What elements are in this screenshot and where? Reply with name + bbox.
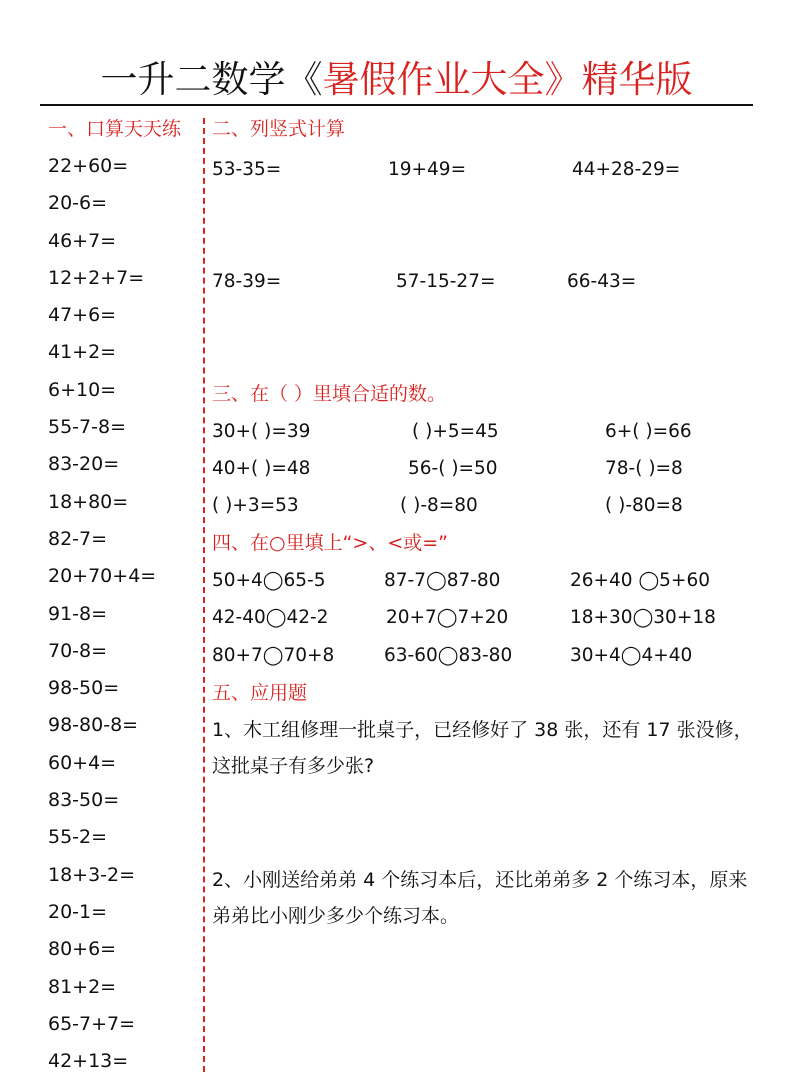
compare-item: 18+30◯30+18 — [570, 607, 716, 628]
fill-blank-item: 30+( )=39 — [212, 421, 311, 442]
vertical-calc-item: 53-35= — [212, 159, 282, 180]
vertical-calc-item: 78-39= — [212, 271, 282, 292]
oral-item: 18+80= — [48, 490, 129, 513]
oral-item: 47+6= — [48, 304, 117, 327]
vertical-calc-item: 66-43= — [567, 271, 637, 292]
title-suffix: 》精华版 — [544, 58, 693, 101]
worksheet-title — [0, 52, 793, 108]
fill-blank-item: 78-( )=8 — [605, 458, 683, 479]
oral-item: 80+6= — [48, 938, 117, 961]
oral-item: 55-2= — [48, 826, 108, 849]
section5-heading: 五、应用题 — [212, 682, 308, 704]
fill-blank-item: 40+( )=48 — [212, 458, 311, 479]
title-prefix: 一升二数学《 — [100, 58, 323, 101]
oral-item: 20-6= — [48, 192, 108, 215]
word-problem-2: 2、小刚送给弟弟 4 个练习本后，还比弟弟多 2 个练习本，原来弟弟比小刚少多少个练习本。 — [212, 869, 748, 927]
oral-item: 91-8= — [48, 602, 108, 625]
oral-item: 41+2= — [48, 341, 117, 364]
oral-item: 22+60= — [48, 155, 129, 177]
oral-item: 55-7-8= — [48, 416, 126, 439]
oral-item: 20+70+4= — [48, 565, 157, 588]
oral-item: 42+13= — [48, 1050, 129, 1073]
fill-blank-item: 56-( )=50 — [408, 458, 498, 479]
oral-item: 70-8= — [48, 639, 108, 662]
vertical-calc-item: 57-15-27= — [396, 271, 496, 292]
oral-item: 81+2= — [48, 975, 117, 998]
compare-item: 80+7◯70+8 — [212, 645, 335, 666]
oral-item: 82-7= — [48, 527, 108, 550]
section2-heading: 二、列竖式计算 — [212, 118, 346, 140]
oral-item: 83-20= — [48, 453, 120, 476]
vertical-calc-item: 19+49= — [388, 159, 467, 180]
compare-item: 42-40◯42-2 — [212, 607, 329, 628]
title-underline — [40, 104, 753, 106]
column-divider — [203, 118, 205, 1072]
oral-item: 46+7= — [48, 229, 117, 252]
oral-item: 60+4= — [48, 751, 117, 774]
compare-item: 30+4◯4+40 — [570, 645, 693, 666]
oral-item: 6+10= — [48, 378, 117, 401]
oral-item: 65-7+7= — [48, 1012, 136, 1035]
title-highlight: 暑假作业大全 — [322, 58, 545, 101]
section3-heading: 三、在（ ）里填合适的数。 — [212, 383, 447, 405]
oral-item: 20-1= — [48, 900, 108, 923]
vertical-calc-item: 44+28-29= — [572, 159, 681, 180]
fill-blank-item: ( )+3=53 — [212, 495, 299, 516]
section4-heading: 四、在○里填上“>、<或=” — [212, 532, 449, 554]
compare-item: 26+40 ◯5+60 — [570, 570, 710, 591]
oral-item: 98-50= — [48, 677, 120, 700]
oral-item: 98-80-8= — [48, 714, 139, 737]
section1-heading: 一、口算天天练 — [48, 118, 182, 140]
oral-item: 12+2+7= — [48, 266, 145, 289]
fill-blank-item: 6+( )=66 — [605, 421, 692, 442]
fill-blank-item: ( )+5=45 — [412, 421, 499, 442]
oral-item: 18+3-2= — [48, 863, 136, 886]
compare-item: 20+7◯7+20 — [386, 607, 509, 628]
fill-blank-item: ( )-8=80 — [400, 495, 478, 516]
fill-blank-item: ( )-80=8 — [605, 495, 683, 516]
oral-arithmetic-list — [48, 152, 156, 1084]
compare-item: 63-60◯83-80 — [384, 645, 513, 666]
compare-item: 87-7◯87-80 — [384, 570, 501, 591]
word-problem-1: 1、木工组修理一批桌子，已经修好了 38 张，还有 17 张没修，这批桌子有多少张? — [212, 719, 753, 777]
oral-item: 83-50= — [48, 789, 120, 812]
compare-item: 50+4◯65-5 — [212, 570, 326, 591]
